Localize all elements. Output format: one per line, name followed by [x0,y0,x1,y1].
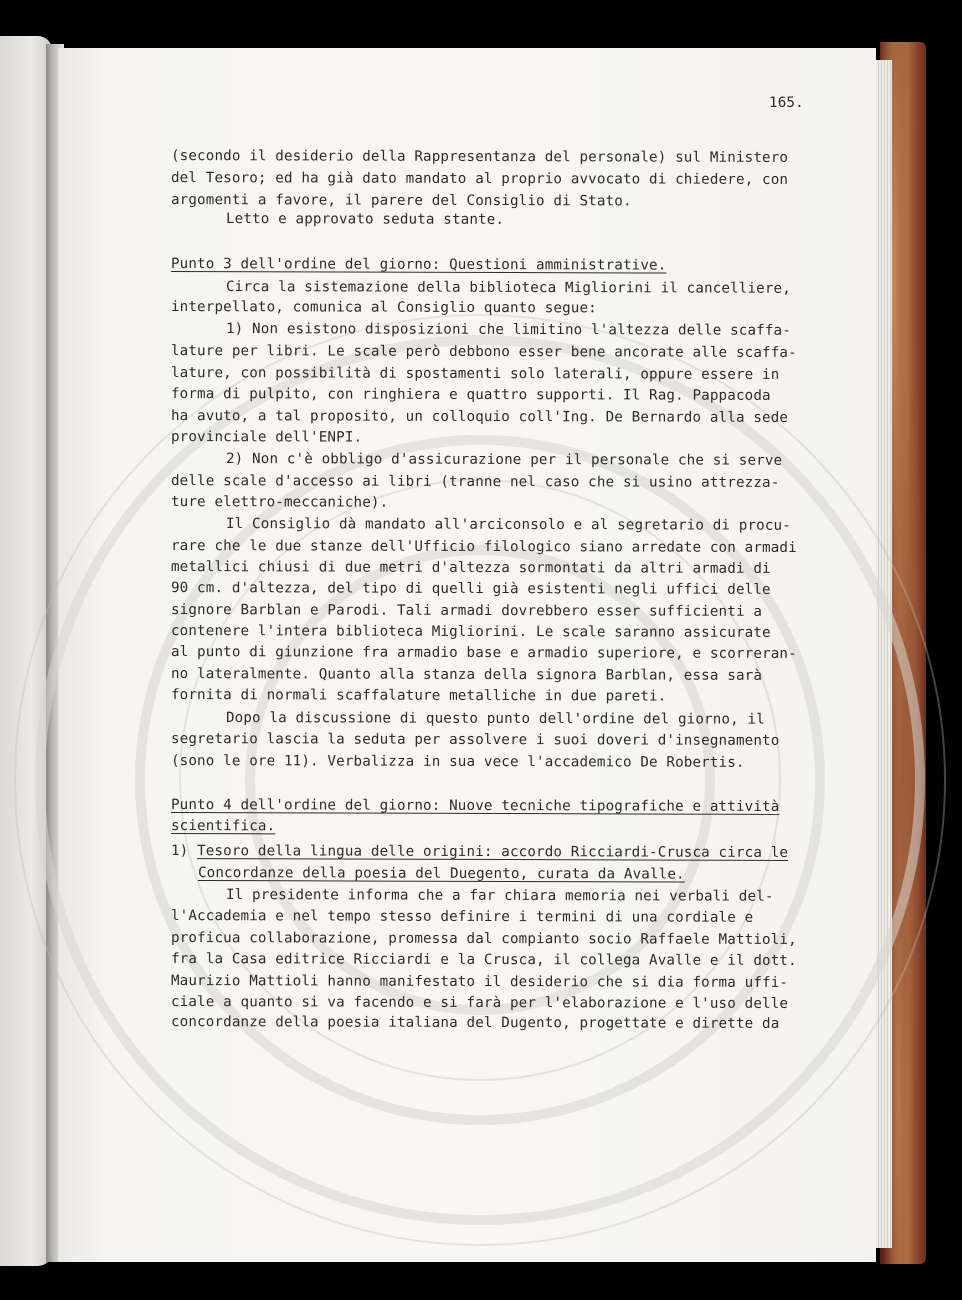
text-line: rare che le due stanze dell'Ufficio filologico siano arredate con armadi [170,538,797,556]
text-line: delle scale d'accesso ai libri (tranne nel caso che si usino attrezza- [170,473,780,491]
text-line: segretario lascia la seduta per assolvere i suoi doveri d'insegnamento [170,731,780,749]
text-line: (secondo il desiderio della Rappresentanza del personale) sul Ministero [170,148,789,166]
text-line: ciale a quanto si va facendo e si farà per l'elaborazione e l'uso delle [170,994,789,1012]
text-line: ha avuto, a tal proposito, un colloquio coll'Ing. De Bernardo alla sede [170,408,789,426]
text-line: Punto 4 dell'ordine del giorno: Nuove tecniche tipografiche e attività [170,797,780,815]
text-line: scientifica. [170,818,276,835]
text-line: 90 cm. d'altezza, del tipo di quelli già esistenti negli uffici delle [170,580,771,598]
text-line: Punto 3 dell'ordine del giorno: Questioni amministrative. [170,256,667,274]
page-number: 165. [769,95,804,111]
text-line: ture elettro-meccaniche). [170,494,389,511]
text-line: del Tesoro; ed ha già dato mandato al proprio avvocato di chiedere, con [170,170,789,188]
text-line: Letto e approvato seduta stante. [225,211,505,228]
text-line: concordanze della poesia italiana del Dugento, progettate e dirette da [170,1014,780,1032]
text-line: al punto di giunzione fra armadio base e armadio superiore, e scorreran- [170,644,797,662]
text-line: provinciale dell'ENPI. [170,429,363,446]
text-line: (sono le ore 11). Verbalizza in sua vece l'accademico De Robertis. [170,753,745,771]
text-line: 2) Non c'è obbligo d'assicurazione per il personale che si serve [225,451,783,469]
text-line: Il Consiglio dà mandato all'arciconsolo e al segretario di procu- [225,516,791,534]
text-line: proficua collaborazione, promessa dal compianto socio Raffaele Mattioli, [170,930,797,948]
text-line: lature per libri. Le scale però debbono esser bene ancorate alle scaffa- [170,343,797,361]
text-line: Il presidente informa che a far chiara memoria nei verbali del- [225,887,774,905]
text-line: no lateralmente. Quanto alla stanza della signora Barblan, essa sarà [170,666,763,684]
text-line: metallici chiusi di due metri d'altezza sormontati da altri armadi di [170,559,771,577]
text-line: Dopo la discussione di questo punto dell'ordine del giorno, il [225,710,765,728]
text-line: Maurizio Mattioli hanno manifestato il desiderio che si dia forma uffi- [170,973,789,991]
text-line: lature, con possibilità di spostamenti solo laterali, oppure essere in [170,365,780,383]
text-line: interpellato, comunica al Consiglio quanto segue: [170,299,597,317]
text-line: argomenti a favore, il parere del Consiglio di Stato. [170,192,632,210]
text-line: 1) Non esistono disposizioni che limitino l'altezza delle scaffa- [225,321,791,339]
list-marker: 1) [170,843,198,860]
section-title: Tesoro della lingua delle origini: accordo Ricciardi-Crusca circa le [197,843,789,861]
text-line: forma di pulpito, con ringhiera e quattro supporti. Il Rag. Pappacoda [170,386,771,404]
left-page-edge [0,36,52,1266]
text-line: fornita di normali scaffalature metalliche in due pareti. [170,687,667,705]
text-line: signore Barblan e Parodi. Tali armadi dovrebbero esser sufficienti a [170,602,763,620]
text-line: Circa la sistemazione della biblioteca Migliorini il cancelliere, [225,279,791,297]
text-line: Concordanze della poesia del Duegento, curata da Avalle. [197,865,685,883]
text-line: fra la Casa editrice Ricciardi e la Crusca, il collega Avalle e il dott. [170,951,797,969]
text-line: l'Accademia e nel tempo stesso definire i termini di una cordiale e [170,908,754,926]
text-line [171,843,788,861]
text-line: contenere l'intera biblioteca Migliorini. Le scale saranno assicurate [170,623,771,641]
